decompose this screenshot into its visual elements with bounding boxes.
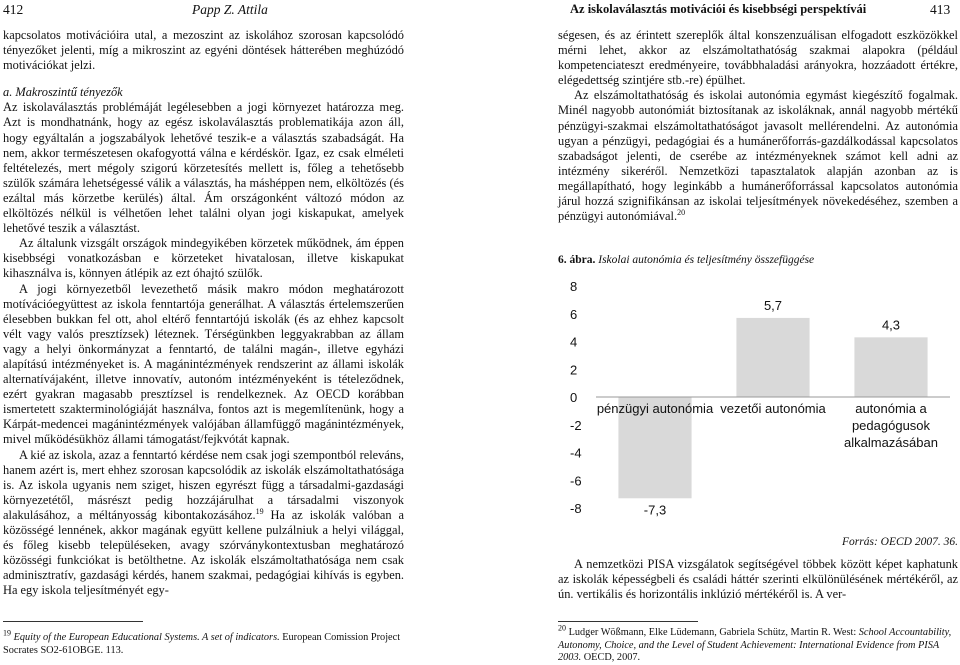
- y-tick-label: 2: [570, 362, 578, 378]
- left-page-number: 412: [3, 2, 24, 17]
- footnote-ref-20: 20: [677, 208, 686, 217]
- y-tick-label: 4: [570, 334, 578, 350]
- right-page-number: 413: [930, 2, 951, 17]
- data-label: -7,3: [643, 502, 667, 518]
- y-tick-label: 0: [570, 390, 578, 405]
- right-para-1: ségesen, és az érintett szereplők által konszenzuálisan elfogadott eszközökkel mérni lehet, akkor az elszámoltathatóság szakmai alapokra (például kompetenciateszt eredményeire, továbbhaladási arányokra, hozzáadott értékre, elégedettség szintjére stb.-re) épülhet.: [558, 28, 958, 88]
- left-footnote-rule: [3, 621, 143, 622]
- bar: [736, 318, 809, 397]
- left-para-5: [3, 448, 404, 599]
- left-para-5-text-a: A kié az iskola, azaz a fenntartó kérdése nem csak jogi szempontból releváns, hanem azért is, mert ehhez szorosan kapcsolódik az iskolák elszámoltathatósága is. Az iskola ugyanis nem sziget, hiszen egyrészt függ a társadalmi-gazdasági környezetétől, másrészt pedig hozzájárulhat a társadalmi viszonyok alakulásához, a méltányosság kibontakozásához.: [3, 447, 404, 522]
- right-footnote: [558, 623, 958, 665]
- right-running-title: Az iskolaválasztás motivációi és kisebbségi perspektívái: [570, 2, 867, 16]
- y-tick-label: 8: [570, 279, 578, 294]
- category-label: vezetői autonómia: [720, 401, 826, 416]
- y-tick-label: -2: [570, 417, 582, 433]
- right-footnote-rule: [558, 621, 698, 622]
- right-para-2-text: Az elszámoltathatóság és iskolai autonómia egymást kiegészítő fogalmak. Minél nagyobb autonómiát biztosítanak az iskoláknak, annál nagyobb mértékű pénzügyi-szakmai elszámoltathatóságot javasolt mellérendelni. Az autonómia ugyan a pénzügyi, pedagógiai és a humánerőforrás-gazdálkodással kapcsolatos szabadságot jelenti, de cserébe az intézményeknek számot kell adni az intézmény sikeréről. Nemzetközi tapasztalatok alapján azonban az is megállapítható, hogy leginkább a humánerőforrással kapcsolatos autonómia járul hozzá szignifikánsan az iskolai teljesítmények növekedéséhez, szemben a pénzügyi autonómiával.: [558, 88, 958, 224]
- left-footnote-italic: Equity of the European Educational Systems. A set of indicators.: [13, 632, 280, 643]
- left-footnote: [3, 628, 404, 657]
- right-para-2: [558, 88, 958, 224]
- y-tick-label: -8: [570, 501, 582, 516]
- category-label: pénzügyi autonómia: [596, 401, 714, 416]
- bar: [854, 337, 927, 397]
- figure-source: Forrás: OECD 2007. 36.: [842, 536, 958, 548]
- left-para-1: kapcsolatos motivációira utal, a mezoszint az iskolához szorosan kapcsolódó tényezőket jelenti, míg a mikroszint az egyéni döntések hátterében meghúzódó motivációkat jelzi.: [3, 28, 404, 73]
- footnote-ref-19: 19: [255, 506, 264, 516]
- figure-caption: [558, 254, 814, 266]
- left-para-4: A jogi környezetből levezethető másik makro módon meghatározott motívációegyüttest az iskola fenntartója generálhat. A választás értelemszerűen élesebben bukkan fel ott, ahol eltérő fenntartójú iskolák (és az ehhez kapcsolt vélt vagy valós presztízsek) léteznek. Térségünkben leggyakrabban az állam vagy a helyi önkormányzat a fenntartó, de találni magán-, illetve egyházi alapítású intézményeket is. A magánintézmények rendszerint az állami iskolák alternatívájaként, illetve innovatív, autonóm intézményeként is tételeződnek, ezért gyakran magasabb presztízsel is rendelkeznek. Az OECD korábban ismertetett szakterminológiáját használva, fontos azt is megemlítenünk, hogy a Kárpát-medencei magánintézmények valójában államfüggő magánintézmények, mivel működésükhöz állami támogatást/fejkvótát kapnak.: [3, 281, 404, 447]
- left-para-3: Az általunk vizsgált országok mindegyikében körzetek működnek, ám éppen kisebbségi vonatkozásban e körzeteket hivatalosan, illetve kiskapukat kihasználva is, könnyen átlépik az ezt óhajtó szülők.: [3, 236, 404, 281]
- data-label: 5,7: [763, 297, 783, 313]
- left-para-5-text-b: Ha az iskolák valóban a közösségé lennének, akkor magának együtt kellene pulzálniuk a helyi világgal, és főleg kisebb településeken, avagy szórványkontextusban meghatározó közösségi funkciókat is betölthetne. Az iskolák elszámoltathatósága nem csak adminisztratív, gazdasági kérdés, hanem szakmai, pedagógiai kihívás is egyben. Ha egy iskola teljesítményét egy-: [3, 507, 404, 598]
- data-label: 4,3: [881, 317, 901, 333]
- right-para-3: A nemzetközi PISA vizsgálatok segítségével többek között képet kaphatunk az iskolák képességbeli és családi háttér szerinti elkülönülésének mértékéről, az ún. vertikális és horizontális inklúzió mértékéről is. A ver-: [558, 557, 958, 602]
- left-footnote-number: 19: [3, 628, 11, 638]
- left-para-2: Az iskolaválasztás problémáját legélesebben a jogi környezet határozza meg. Azt is mondhatnánk, hogy az egész iskolaválasztás problematikája azon áll, hogy egyáltalán a jogszabályok lehetővé teszik-e a választás szabadságát. Ha nem, akkor természetesen okafogyottá válna e kérdéskör. Igaz, ez csak elméleti feltételezés, mert mégoly szigorú körzetesítés mellett is, főleg a tehetősebb szülők számára lehetségessé válik a választás, ha máshéppen nem, elköltözés (és ezáltal más körzetbe kerülés) által. Ám országonként változó módon az elköltözés nélkül is vélhetően lehet találni olyan jogi kiskapukat, amelyek lehetővé teszik a választást.: [3, 100, 404, 236]
- figure-label: 6. ábra.: [558, 254, 596, 266]
- right-footnote-rest: OECD, 2007.: [581, 652, 641, 664]
- y-tick-label: -4: [570, 445, 582, 461]
- left-running-title: [192, 2, 268, 18]
- y-tick-label: 6: [570, 306, 578, 322]
- left-running-title-text: Papp Z. Attila: [192, 2, 268, 17]
- y-tick-label: -6: [570, 473, 582, 489]
- right-column-top: [558, 28, 958, 224]
- right-column-bottom: [558, 557, 958, 602]
- figure-title: Iskolai autonómia és teljesítmény összefüggése: [598, 254, 815, 266]
- category-label: pedagógusok: [851, 418, 931, 433]
- left-footnote-rest: European Comission Project Socrates SO2-61OBGE. 113.: [3, 632, 401, 656]
- right-footnote-title: School Accountability, Autonomy, Choice, and the Level of Student Achievement: International Evidence from PISA 2003.: [558, 627, 952, 664]
- category-label: alkalmazásában: [844, 435, 938, 450]
- category-label: autonómia a: [855, 401, 927, 416]
- autonomy-performance-chart: [558, 272, 958, 538]
- left-column: [3, 28, 404, 598]
- section-subheading: a. Makroszintű tényezők: [3, 85, 123, 100]
- right-footnote-number: 20: [558, 623, 566, 633]
- right-footnote-authors: Ludger Wößmann, Elke Lüdemann, Gabriela Schütz, Martin R. West:: [568, 627, 859, 638]
